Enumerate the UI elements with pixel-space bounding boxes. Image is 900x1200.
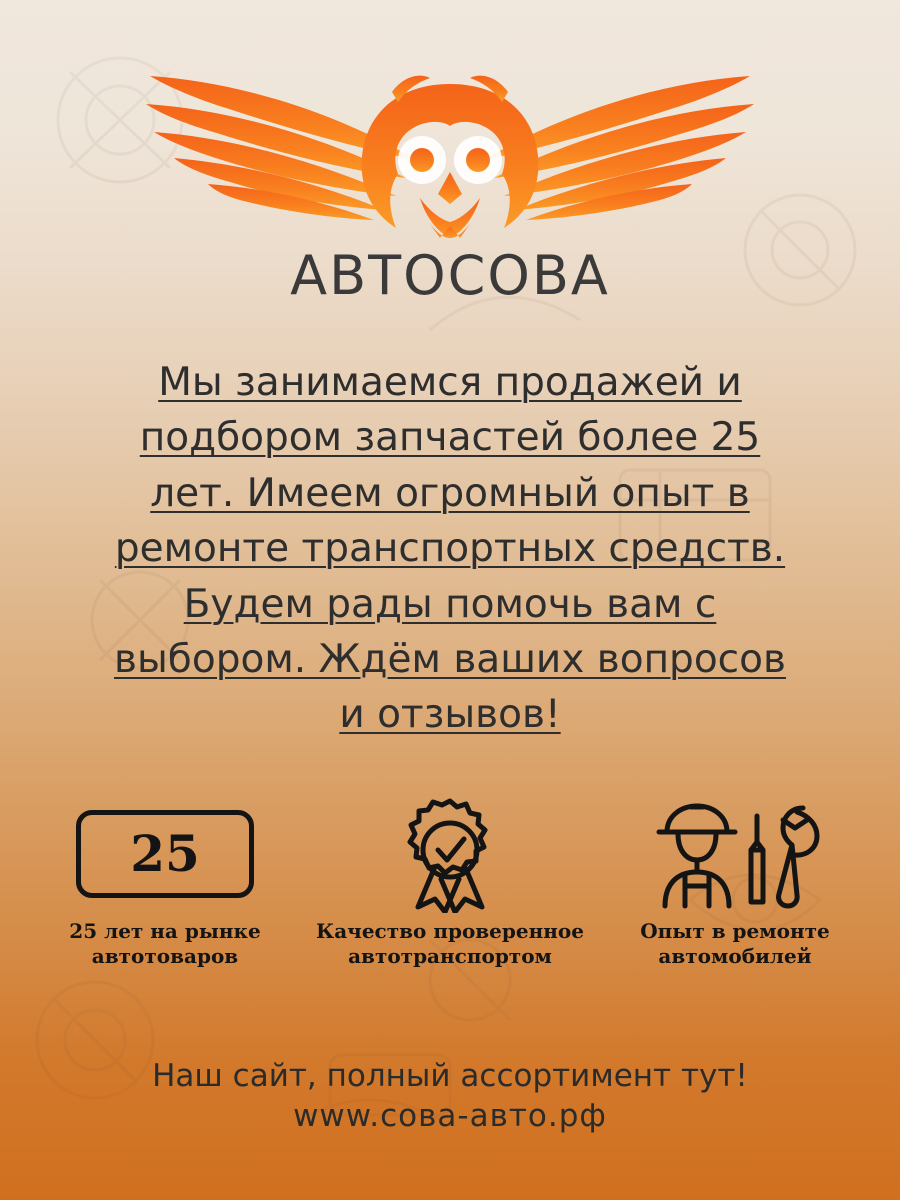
quality-rosette-check-icon — [390, 799, 510, 909]
feature-item-quality — [315, 799, 585, 969]
years-badge-value: 25 — [76, 810, 254, 898]
brand-name: АВТОСОВА — [290, 244, 610, 307]
feature-list — [30, 799, 870, 969]
feature-label-years: 25 лет на рынке автотоваров — [69, 918, 261, 968]
description-text: Мы занимаемся продажей и подбором запчастей более 25 лет. Имеем огромный опыт в ремонте транспортных средств. Будем рады помочь вам с выбором. Ждём ваших вопросов и отзывов! — [114, 360, 786, 738]
years-badge-25-icon — [76, 799, 254, 909]
logo — [130, 48, 770, 238]
feature-label-quality: Качество проверенное автотранспортом — [316, 918, 584, 968]
footer-tagline: Наш сайт, полный ассортимент тут! — [152, 1057, 748, 1094]
footer-website-url[interactable]: www.сова-авто.рф — [293, 1098, 607, 1135]
feature-item-experience — [600, 799, 870, 969]
owl-with-wings-icon — [130, 48, 770, 238]
mechanic-with-tools-icon — [645, 799, 825, 909]
feature-item-years — [30, 799, 300, 969]
feature-label-experience: Опыт в ремонте автомобилей — [640, 918, 830, 968]
